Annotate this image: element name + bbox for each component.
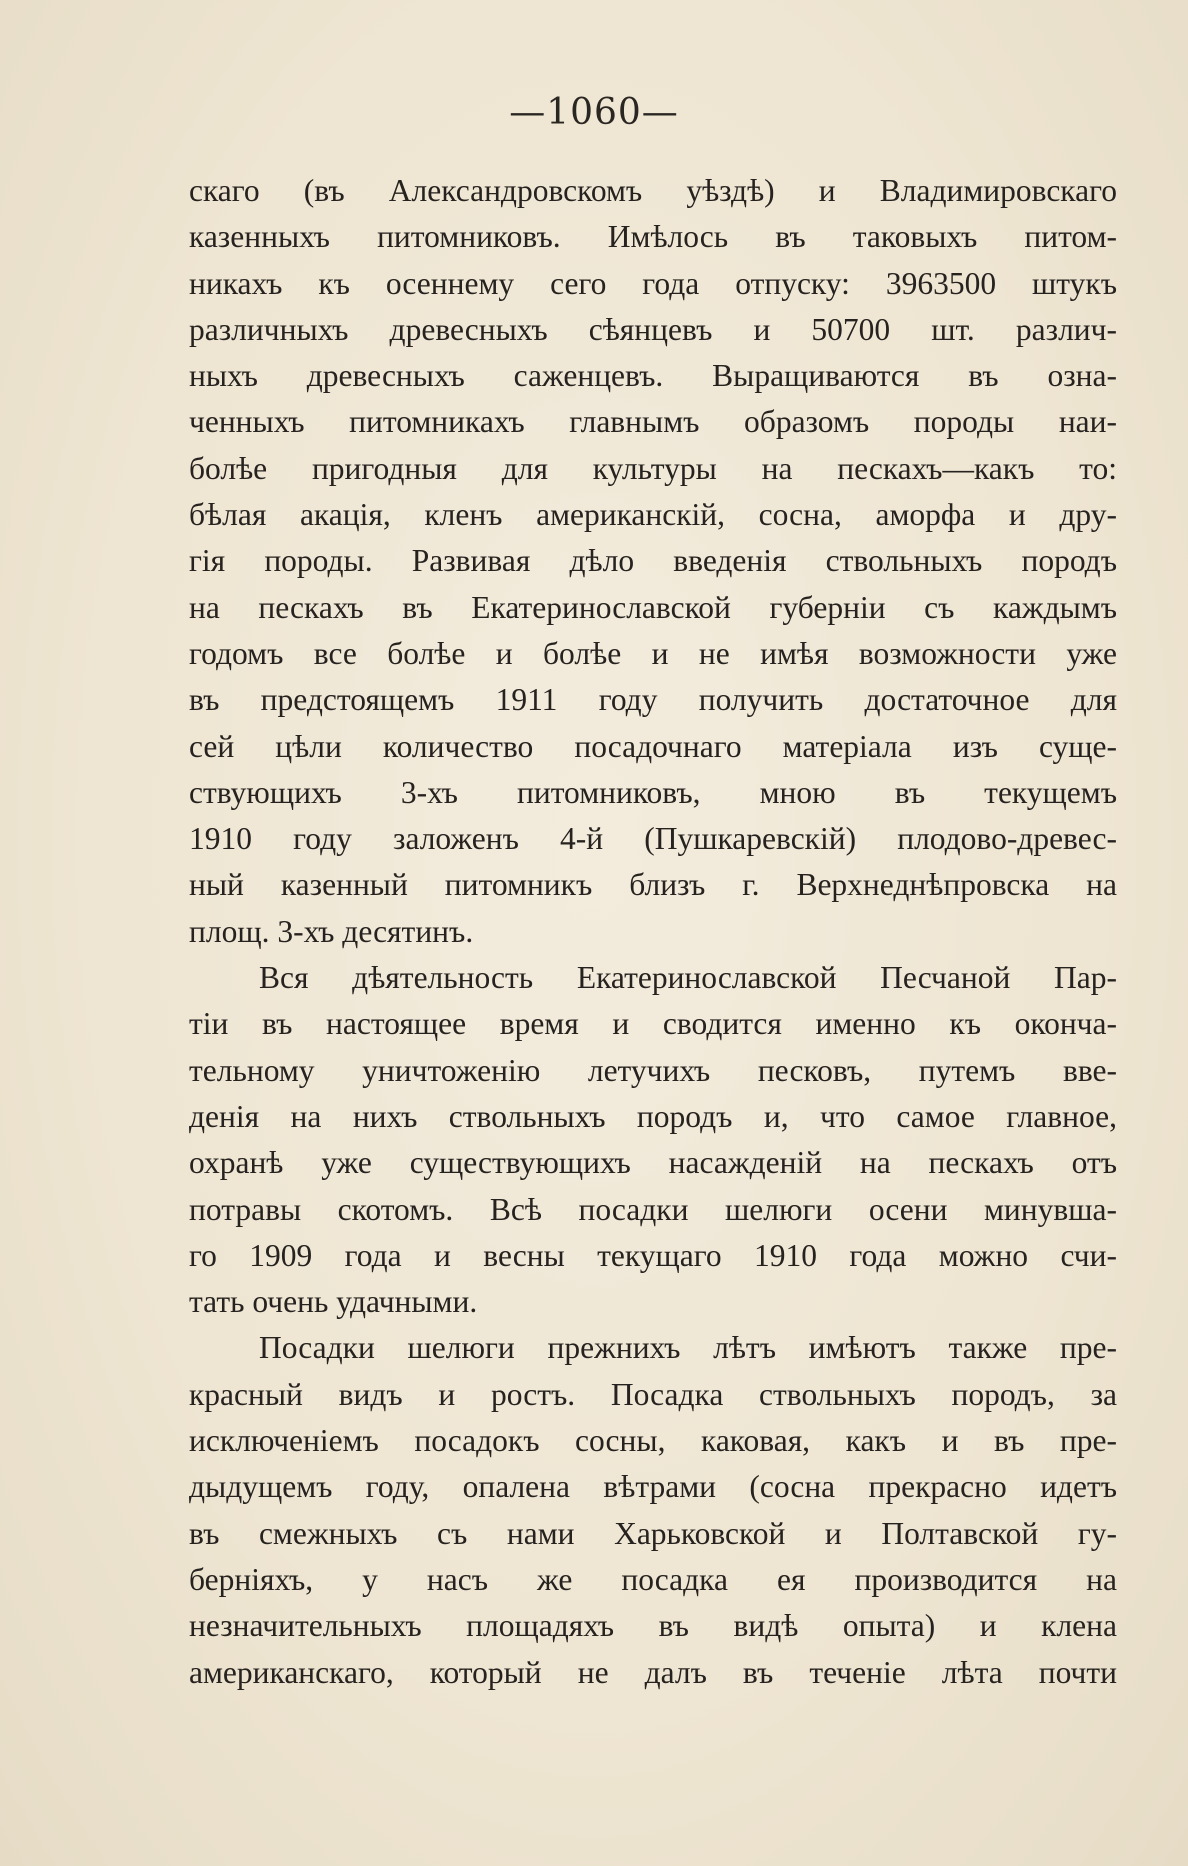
text-line: болѣе пригодныя для культуры на пескахъ—какъ то: xyxy=(189,450,1117,486)
paragraph xyxy=(189,1325,1117,1695)
text-line: казенныхъ питомниковъ. Имѣлось въ таковыхъ питом- xyxy=(189,219,1117,255)
text-line: исключеніемъ посадокъ сосны, каковая, какъ и въ пре- xyxy=(189,1423,1117,1459)
text-line: на пескахъ въ Екатеринославской губерніи съ каждымъ xyxy=(189,589,1117,625)
text-line: годомъ все болѣе и болѣе и не имѣя возможности уже xyxy=(189,635,1117,671)
text-line: тать очень удачными. xyxy=(189,1284,478,1320)
text-line: скаго (въ Александровскомъ уѣздѣ) и Владимировскаго xyxy=(189,173,1117,208)
page-number: —1060— xyxy=(509,92,679,133)
text-line: тіи въ настоящее время и сводится именно къ оконча- xyxy=(189,1006,1117,1042)
text-line: 1910 году заложенъ 4-й (Пушкаревскій) плодово-древес- xyxy=(189,821,1117,857)
text-line: тельному уничтоженію летучихъ песковъ, путемъ вве- xyxy=(189,1052,1117,1088)
paragraph xyxy=(189,955,1117,1325)
text-line: различныхъ древесныхъ сѣянцевъ и 50700 шт. различ- xyxy=(189,311,1117,347)
text-line: ныхъ древесныхъ саженцевъ. Выращиваются въ озна- xyxy=(189,358,1117,394)
text-line: го 1909 года и весны текущаго 1910 года можно счи- xyxy=(189,1237,1117,1273)
text-line: ный казенный питомникъ близъ г. Верхнеднѣпровска на xyxy=(189,867,1117,903)
text-line: ствующихъ 3-хъ питомниковъ, мною въ текущемъ xyxy=(189,774,1117,810)
text-line: Вся дѣятельность Екатеринославской Песчаной Пар- xyxy=(259,960,1117,996)
text-line: ченныхъ питомникахъ главнымъ образомъ породы наи- xyxy=(189,404,1117,440)
text-line: незначительныхъ площадяхъ въ видѣ опыта) и клена xyxy=(189,1608,1117,1644)
text-line: въ смежныхъ съ нами Харьковской и Полтавской гу- xyxy=(189,1515,1117,1551)
text-line: Посадки шелюги прежнихъ лѣтъ имѣютъ также пре- xyxy=(259,1330,1117,1366)
text-line: красный видъ и ростъ. Посадка ствольныхъ породъ, за xyxy=(189,1376,1117,1412)
text-line: сей цѣли количество посадочнаго матеріала изъ суще- xyxy=(189,728,1117,764)
text-line: никахъ къ осеннему сего года отпуску: 3963500 штукъ xyxy=(189,265,1117,301)
text-line: дыдущемъ году, опалена вѣтрами (сосна прекрасно идетъ xyxy=(189,1469,1117,1505)
text-line: потравы скотомъ. Всѣ посадки шелюги осени минувша- xyxy=(189,1191,1117,1227)
text-line: площ. 3-хъ десятинъ. xyxy=(189,913,474,949)
body-text xyxy=(189,168,1117,1696)
paragraph xyxy=(189,168,1117,955)
text-line: въ предстоящемъ 1911 году получить достаточное для xyxy=(189,682,1117,718)
text-line: охранѣ уже существующихъ насажденій на пескахъ отъ xyxy=(189,1145,1117,1181)
text-line: американскаго, который не далъ въ теченіе лѣта почти xyxy=(189,1654,1117,1690)
text-line: денія на нихъ ствольныхъ породъ и, что самое главное, xyxy=(189,1098,1117,1134)
text-line: берніяхъ, у насъ же посадка ея производится на xyxy=(189,1561,1117,1597)
text-line: бѣлая акація, кленъ американскій, сосна, аморфа и дру- xyxy=(189,497,1117,533)
text-line: гія породы. Развивая дѣло введенія ствольныхъ породъ xyxy=(189,543,1117,579)
